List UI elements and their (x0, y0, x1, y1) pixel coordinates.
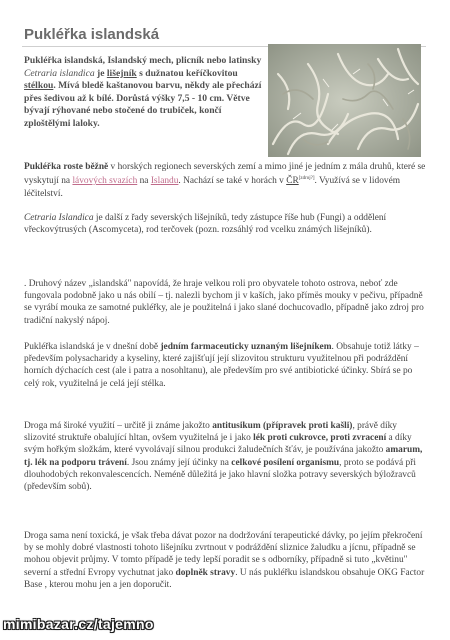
habitat-text: v horských regionech severských zemí a mimo jiné je jedním z mála druhů, které se vyskytují na (24, 162, 426, 187)
uses-text: Droga má široké využití – určitě ji známe jakožto (24, 421, 213, 431)
lichen-photo-image (268, 44, 421, 157)
pharma-bold: jedním farmaceuticky uznaným lišejníkem (160, 342, 332, 352)
habitat-bold: Pukléřka roste běžně (24, 162, 109, 172)
lisejnik-link[interactable]: lišejník (106, 67, 137, 79)
latin-name: Cetraria Islandica (24, 213, 94, 223)
uses-bold: celkové posílení organismu (231, 457, 340, 468)
dosage-text: Droga sama není toxická, je však třeba dávat pozor na dodržování terapeutické dávky, po jejím překročení by se mohly dobré vlastnosti tohoto lišejníku zvrtnout v podráždění sliznice žaludku a jícnu, případně se mohou objevit průjmy. V tomto případě je tedy lepší poradit se s odborníky, případně si tuto „květinu" severní a střední Evropy vychutnat jako (24, 531, 423, 578)
uses-bold: amarum, tj. lék na podporu trávení (24, 445, 423, 468)
intro-text: Pukléřka islandská, Islandský mech, plicník nebo latinsky (24, 55, 262, 66)
paragraph-pharma (24, 341, 426, 390)
pharma-text: . Obsahuje totiž látky – především polysacharidy a kyseliny, které zajišťují její slizovitou strukturu využitelnou při podráždění horních dýchacích cest (ale i patra a nosohltanu), ale především pro své antibiotické účinky. Sbírá se po celý rok, využitelná je celá její stélka. (24, 342, 419, 389)
uses-text: a díky svým hořkým složkám, které vyvolávají silnou produkci žaludečních šťáv, je používána jakožto (24, 433, 412, 456)
watermark: mimibazar.cz/tajemno (3, 616, 154, 632)
paragraph-name (24, 278, 426, 327)
habitat-text: . Využívá se v lidovém léčitelství. (24, 176, 401, 199)
lava-slopes-link[interactable]: lávových svazích (72, 176, 138, 187)
uses-bold: antitusikum (přípravek proti kašli) (212, 421, 353, 431)
dosage-text: . U nás pukléřku islandskou obsahuje OKG Factor Base , kterou mohu jen a jen doporučit. (24, 567, 425, 590)
paragraph-taxonomy (24, 212, 426, 236)
intro-paragraph (24, 55, 262, 130)
habitat-text: . Nachází se také v horách v (178, 176, 287, 187)
intro-text: s dužnatou keříčkovitou (136, 67, 238, 79)
intro-text: . Mívá bledě kaštanovou barvu, někdy ale přechází přes šedivou až k bílé. Dorůstá výšky 7,5 - 10 cm. Větve bývají rýhované nebo stočené do trubiček, končí zploštělými laloky. (24, 80, 262, 129)
latin-name: Cetraria islandica (24, 67, 95, 79)
paragraph-dosage (24, 530, 426, 591)
stelka-link[interactable]: stélkou (24, 80, 54, 91)
name-text: . Druhový název „islandská" napovídá, že hraje velkou roli pro obyvatele tohoto ostrova, neboť zde fungovala podobně jako u nás obilí – tj. nalezli bychom ji v kaších, jako přímës mouky v pečivu, případně se vyrábí mouka ze samotné pukléřky, ale je použitelná i jako slané dochucovadlo, případně jako zdroj pro tradiční nakyslý nápoj. (24, 279, 424, 326)
paragraph-uses (24, 420, 426, 493)
source-needed-note[interactable]: [zdroj?] (298, 176, 315, 182)
habitat-text: na (137, 176, 151, 187)
uses-text: , právě díky slizovité struktuře obalující hltan, ovšem využitelná je i jako (24, 421, 397, 444)
iceland-link[interactable]: Islandu (150, 176, 179, 187)
pharma-text: Pukléřka islandská je v dnešní době (24, 342, 161, 352)
uses-text: , proto se podává při dlouhodobých rekonvalescencích. Neméně důležitá je jako hlavní složka potravy severských býložravců (především sobů). (24, 457, 416, 493)
paragraph-habitat (24, 161, 426, 200)
lichen-photo (268, 44, 421, 157)
taxonomy-text: je další z řady severských lišejníků, tedy zástupce říše hub (Fungi) a oddělení vřeckovýtrusých (Ascomyceta), rod terčovek (pozn. rozsáhlý rod vcelku známých lišejníků). (24, 213, 387, 236)
page-title: Pukléřka islandská (24, 26, 160, 43)
dosage-bold: doplněk stravy (175, 567, 236, 578)
intro-text: je (94, 67, 107, 79)
uses-text: . Jsou známy její účinky na (126, 457, 232, 468)
uses-bold: lék proti cukrovce, proti zvracení (253, 433, 387, 444)
cr-link[interactable]: ČR (286, 176, 299, 187)
